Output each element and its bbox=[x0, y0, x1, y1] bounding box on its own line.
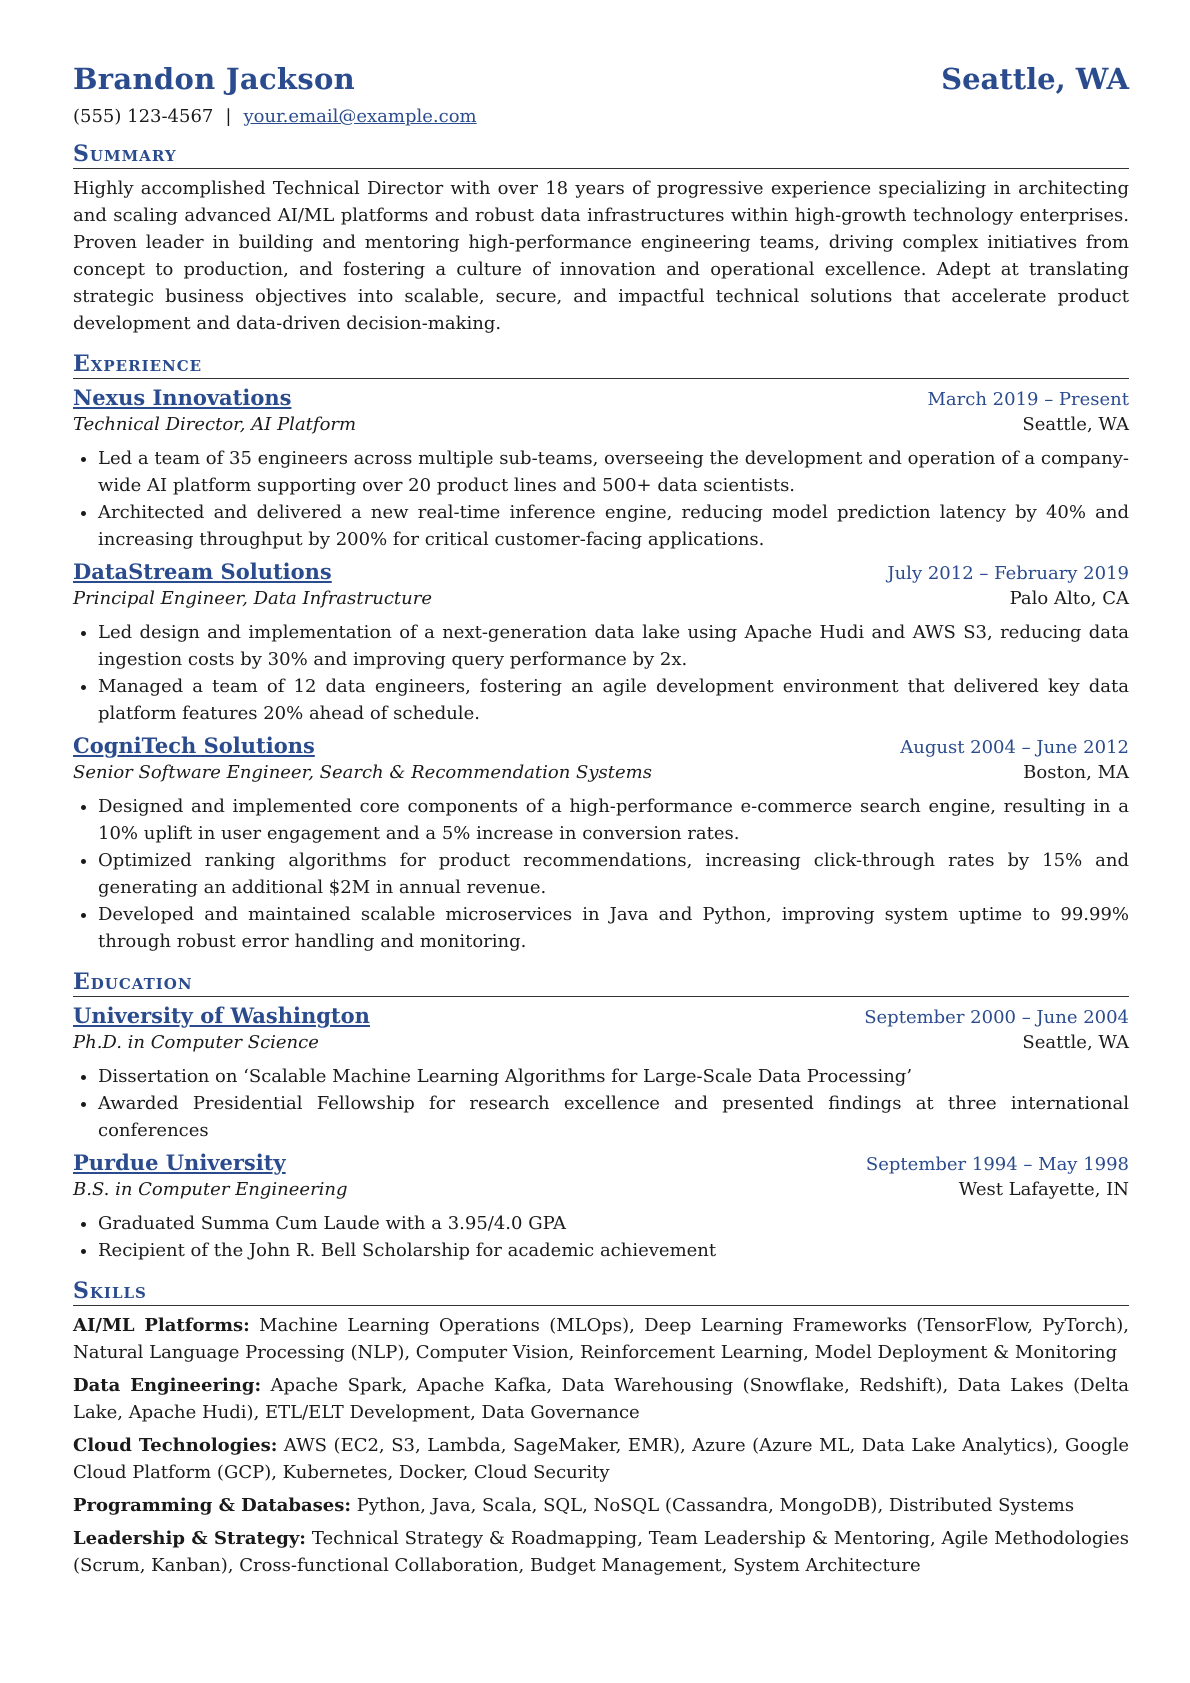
role-title: B.S. in Computer Engineering bbox=[73, 1179, 348, 1200]
organization-link[interactable]: Purdue University bbox=[73, 1150, 286, 1175]
bullet-item: • Optimized ranking algorithms for product recommendations, increasing click-through rates by 15% and generating an additional $2M in annual revenue. bbox=[98, 847, 1129, 901]
skill-category: Cloud Technologies: bbox=[73, 1435, 278, 1456]
skill-items: AWS (EC2, S3, Lambda, SageMaker, EMR), Azure (Azure ML, Data Lake Analytics), Google Cloud Platform (GCP), Kubernetes, Docker, Cloud Security bbox=[73, 1435, 1129, 1483]
date-range: August 2004 – June 2012 bbox=[900, 737, 1129, 758]
entry-location: West Lafayette, IN bbox=[958, 1179, 1129, 1200]
skill-row bbox=[73, 1312, 1129, 1366]
entry-subheader bbox=[73, 414, 1129, 435]
entry-header bbox=[73, 1003, 1129, 1028]
resume-page bbox=[73, 62, 1129, 1579]
skill-row bbox=[73, 1372, 1129, 1426]
bullet-item: • Graduated Summa Cum Laude with a 3.95/4.0 GPA bbox=[98, 1210, 1129, 1237]
entry-subheader bbox=[73, 1032, 1129, 1053]
candidate-name: Brandon Jackson bbox=[73, 62, 355, 96]
skill-items: Python, Java, Scala, SQL, NoSQL (Cassandra, MongoDB), Distributed Systems bbox=[356, 1495, 1075, 1516]
organization-link[interactable]: DataStream Solutions bbox=[73, 559, 332, 584]
entry-header bbox=[73, 733, 1129, 758]
education-entry bbox=[73, 1150, 1129, 1264]
role-title: Technical Director, AI Platform bbox=[73, 414, 357, 435]
section-title-experience: Experience bbox=[73, 351, 1129, 379]
skill-category: Leadership & Strategy: bbox=[73, 1528, 306, 1549]
date-range: July 2012 – February 2019 bbox=[887, 563, 1129, 584]
entry-subheader bbox=[73, 588, 1129, 609]
skill-items: Apache Spark, Apache Kafka, Data Warehousing (Snowflake, Redshift), Data Lakes (Delta Lake, Apache Hudi), ETL/ELT Development, Data Governance bbox=[73, 1375, 1129, 1423]
bullet-item: • Managed a team of 12 data engineers, fostering an agile development environment that delivered key data platform features 20% ahead of schedule. bbox=[98, 673, 1129, 727]
date-range: September 1994 – May 1998 bbox=[865, 1154, 1129, 1175]
resume-header bbox=[73, 62, 1129, 96]
entry-header bbox=[73, 1150, 1129, 1175]
organization-link[interactable]: CogniTech Solutions bbox=[73, 733, 315, 758]
skills-list bbox=[73, 1312, 1129, 1579]
experience-entry bbox=[73, 385, 1129, 553]
summary-text: Highly accomplished Technical Director with over 18 years of progressive experience specializing in architecting and scaling advanced AI/ML platforms and robust data infrastructures within high-growth technology enterprises. Proven leader in building and mentoring high-performance engineering teams, driving complex initiatives from concept to production, and fostering a culture of innovation and operational excellence. Adept at translating strategic business objectives into scalable, secure, and impactful technical solutions that accelerate product development and data-driven decision-making. bbox=[73, 178, 1129, 334]
bullet-list bbox=[73, 1210, 1129, 1264]
experience-entry bbox=[73, 733, 1129, 955]
skill-category: Programming & Databases: bbox=[73, 1495, 352, 1516]
role-title: Principal Engineer, Data Infrastructure bbox=[73, 588, 432, 609]
skill-category: Data Engineering: bbox=[73, 1375, 262, 1396]
bullet-list bbox=[73, 619, 1129, 727]
date-range: March 2019 – Present bbox=[927, 389, 1129, 410]
entry-location: Boston, MA bbox=[1023, 762, 1129, 783]
skill-row bbox=[73, 1492, 1129, 1519]
section-title-skills: Skills bbox=[73, 1278, 1129, 1306]
skill-items: Machine Learning Operations (MLOps), Deep Learning Frameworks (TensorFlow, PyTorch), Natural Language Processing (NLP), Computer Vision, Reinforcement Learning, Model Deployment & Monitoring bbox=[73, 1315, 1129, 1363]
organization-link[interactable]: Nexus Innovations bbox=[73, 385, 292, 410]
entry-location: Seattle, WA bbox=[1022, 1032, 1129, 1053]
bullet-list bbox=[73, 1063, 1129, 1144]
role-title: Senior Software Engineer, Search & Recommendation Systems bbox=[73, 762, 652, 783]
skill-row bbox=[73, 1432, 1129, 1486]
education-list bbox=[73, 1003, 1129, 1264]
bullet-item: • Developed and maintained scalable microservices in Java and Python, improving system uptime to 99.99% through robust error handling and monitoring. bbox=[98, 901, 1129, 955]
experience-list bbox=[73, 385, 1129, 955]
entry-subheader bbox=[73, 1179, 1129, 1200]
contact-separator: | bbox=[225, 106, 232, 127]
experience-entry bbox=[73, 559, 1129, 727]
bullet-item: • Designed and implemented core components of a high-performance e-commerce search engine, resulting in a 10% uplift in user engagement and a 5% increase in conversion rates. bbox=[98, 793, 1129, 847]
bullet-list bbox=[73, 445, 1129, 553]
section-title-summary: Summary bbox=[73, 141, 1129, 169]
bullet-item: • Awarded Presidential Fellowship for research excellence and presented findings at three international conferences bbox=[98, 1090, 1129, 1144]
skill-category: AI/ML Platforms: bbox=[73, 1315, 250, 1336]
email-link[interactable]: your.email@example.com bbox=[243, 106, 477, 127]
education-entry bbox=[73, 1003, 1129, 1144]
entry-location: Palo Alto, CA bbox=[1009, 588, 1129, 609]
entry-location: Seattle, WA bbox=[1022, 414, 1129, 435]
bullet-list bbox=[73, 793, 1129, 955]
candidate-city: Seattle, WA bbox=[941, 62, 1129, 96]
date-range: September 2000 – June 2004 bbox=[864, 1007, 1129, 1028]
entry-header bbox=[73, 385, 1129, 410]
bullet-item: • Led a team of 35 engineers across multiple sub-teams, overseeing the development and operation of a company-wide AI platform supporting over 20 product lines and 500+ data scientists. bbox=[98, 445, 1129, 499]
section-title-education: Education bbox=[73, 969, 1129, 997]
organization-link[interactable]: University of Washington bbox=[73, 1003, 370, 1028]
entry-header bbox=[73, 559, 1129, 584]
skill-row bbox=[73, 1525, 1129, 1579]
bullet-item: • Dissertation on ‘Scalable Machine Learning Algorithms for Large-Scale Data Processing’ bbox=[98, 1063, 1129, 1090]
bullet-item: • Architected and delivered a new real-time inference engine, reducing model prediction latency by 40% and increasing throughput by 200% for critical customer-facing applications. bbox=[98, 499, 1129, 553]
skill-items: Technical Strategy & Roadmapping, Team Leadership & Mentoring, Agile Methodologies (Scrum, Kanban), Cross-functional Collaboration, Budget Management, System Architecture bbox=[73, 1528, 1129, 1576]
role-title: Ph.D. in Computer Science bbox=[73, 1032, 319, 1053]
bullet-item: • Led design and implementation of a next-generation data lake using Apache Hudi and AWS S3, reducing data ingestion costs by 30% and improving query performance by 2x. bbox=[98, 619, 1129, 673]
entry-subheader bbox=[73, 762, 1129, 783]
contact-line bbox=[73, 106, 1129, 127]
bullet-item: • Recipient of the John R. Bell Scholarship for academic achievement bbox=[98, 1237, 1129, 1264]
phone-number: (555) 123-4567 bbox=[73, 106, 214, 127]
